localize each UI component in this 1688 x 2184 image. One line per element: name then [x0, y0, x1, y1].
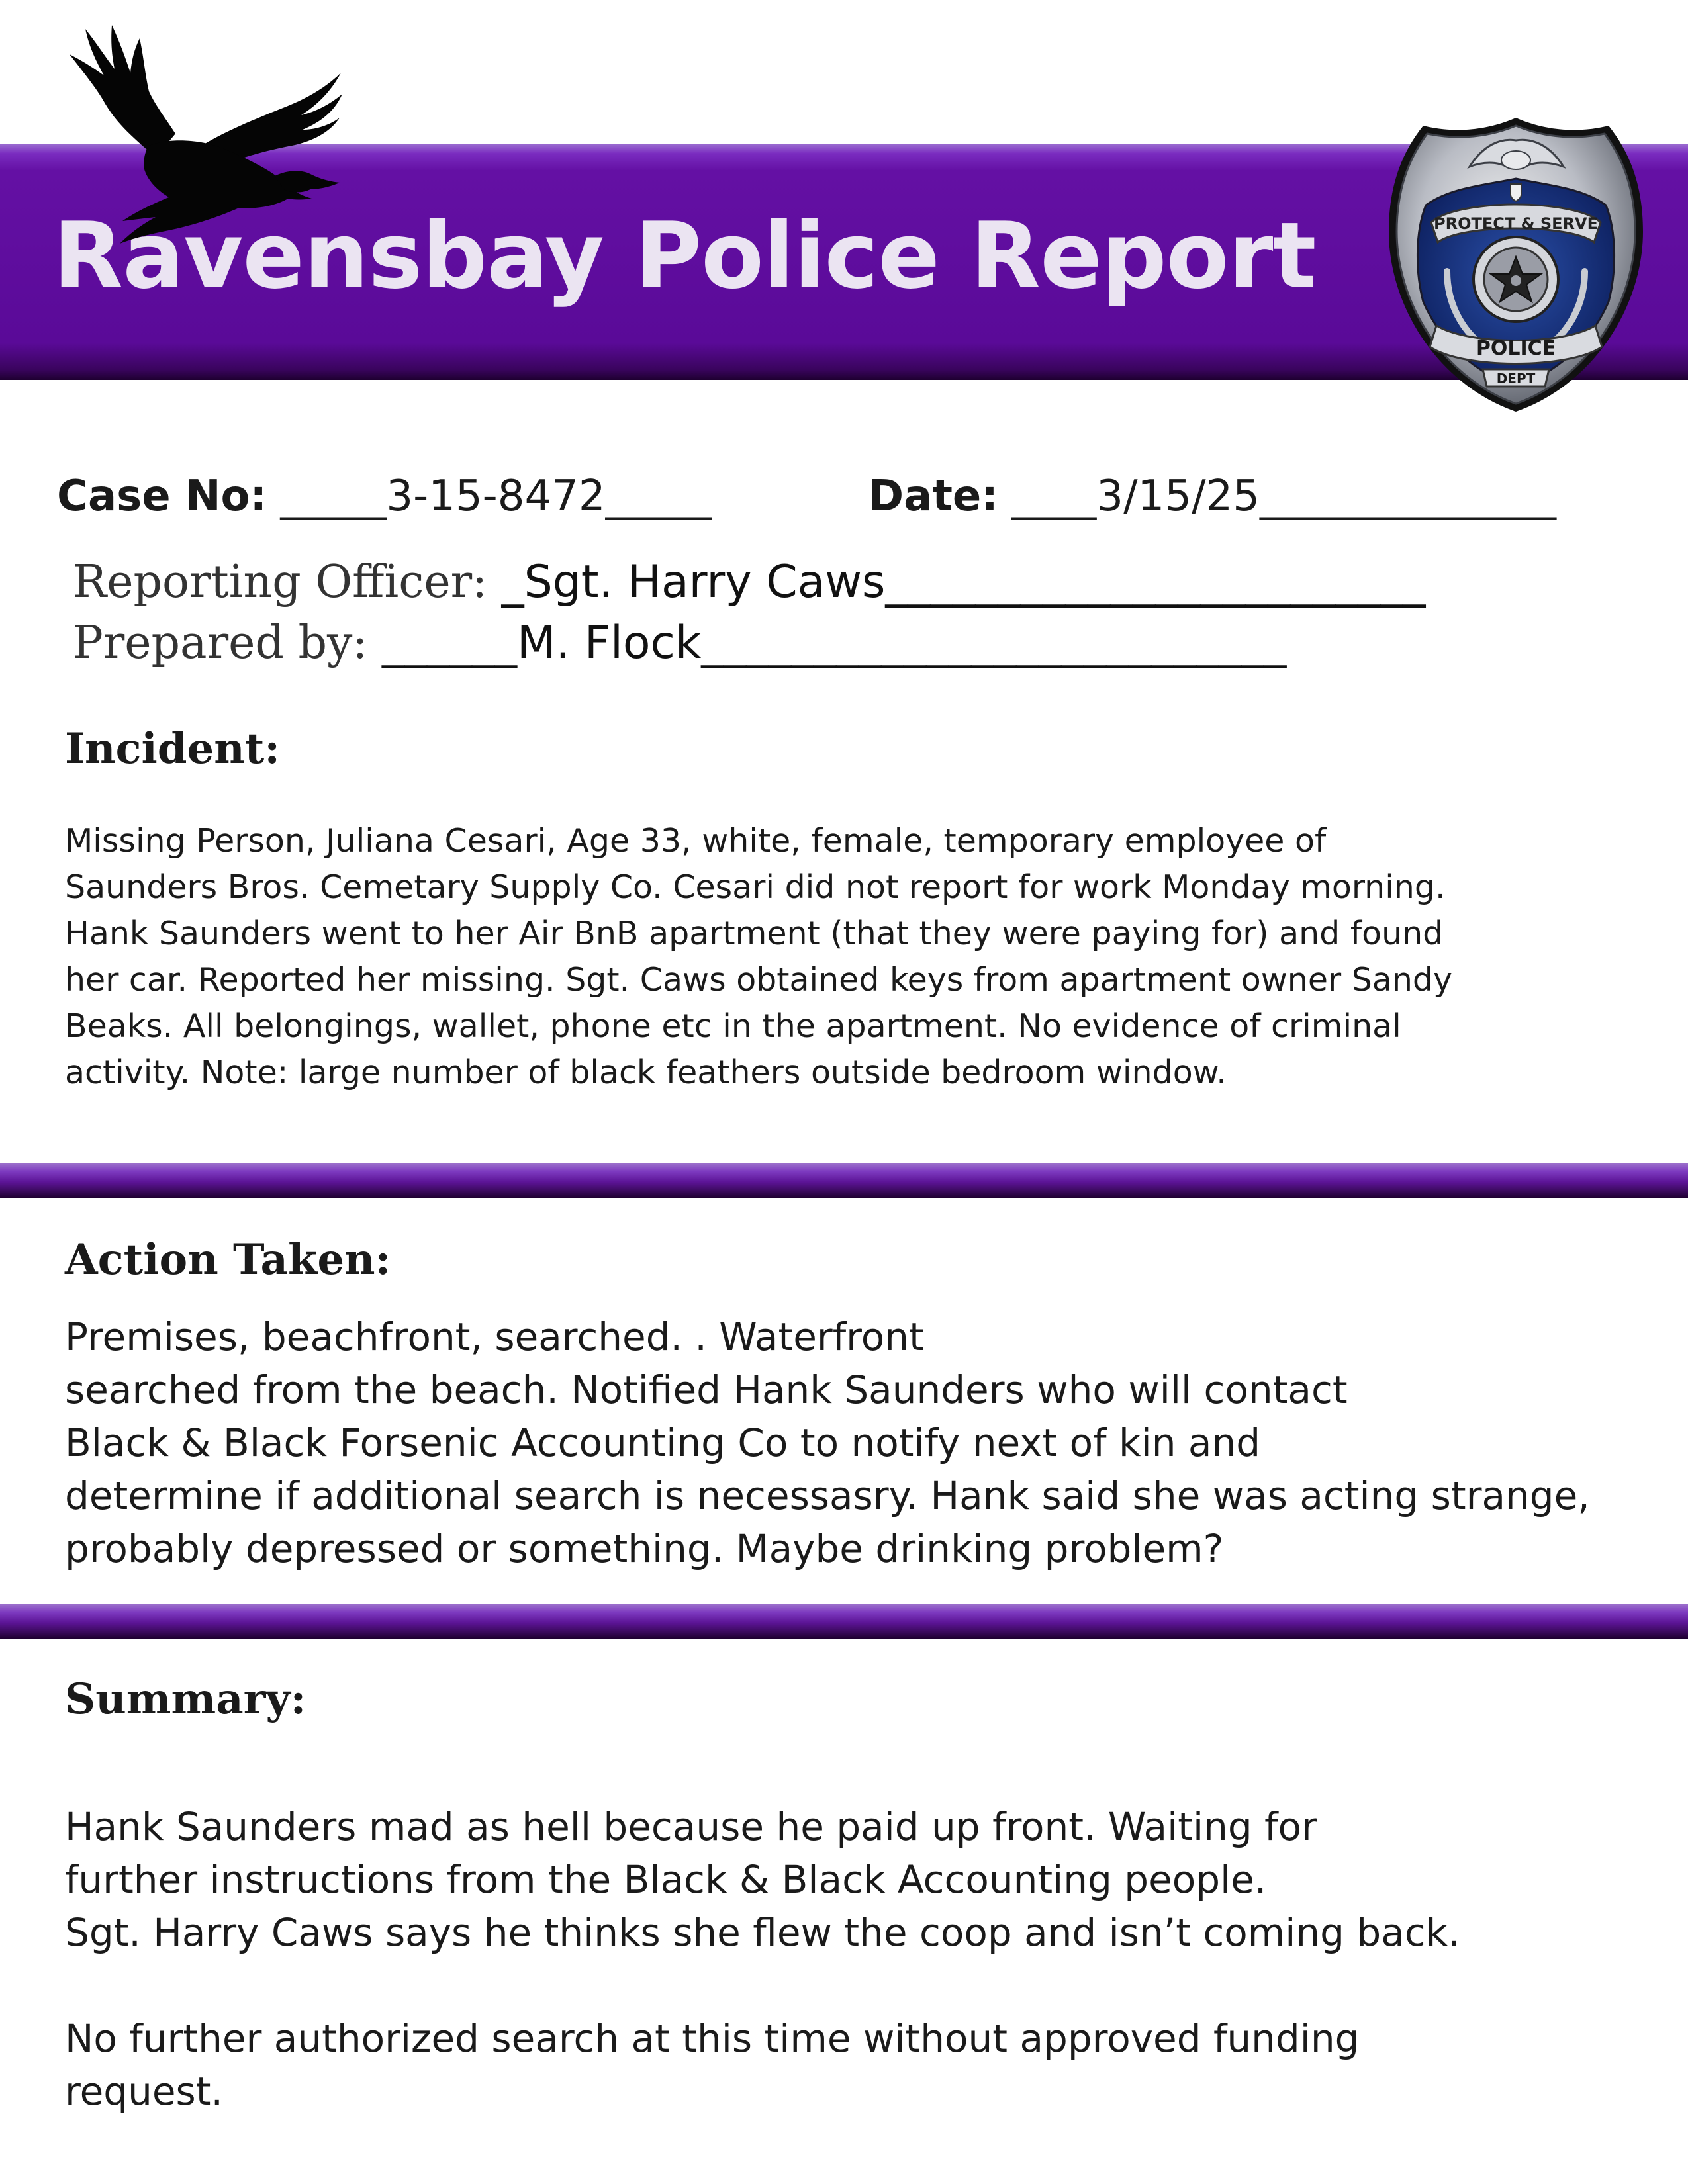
action-taken-text: Premises, beachfront, searched. . Waterfront searched from the beach. Notified Hank Saunders who will contact Black & Black Forsenic Accounting Co to notify next of kin and determine if additional search is necessasry. Hank said she was acting strange, probably depressed or something. Maybe drinking problem?: [65, 1314, 1590, 1571]
section-divider: [0, 1604, 1688, 1639]
summary-text: Hank Saunders mad as hell because he paid up front. Waiting for further instructions from the Black & Black Accounting people. Sgt. Harry Caws says he thinks she flew the coop and isn’t coming back. No further authorized search at this time without approved funding request.: [65, 1804, 1460, 2114]
reporting-officer-value: _Sgt. Harry Caws________________________: [487, 556, 1426, 608]
reporting-officer-field: [73, 556, 1426, 608]
reporting-officer-label: Reporting Officer:: [73, 556, 487, 608]
date-label: Date:: [868, 472, 998, 521]
date-field: [868, 472, 1556, 521]
prepared-by-label: Prepared by:: [73, 617, 368, 669]
raven-icon: [56, 20, 348, 245]
police-badge-icon: [1383, 106, 1648, 424]
action-taken-heading: Action Taken:: [65, 1235, 391, 1285]
incident-text: Missing Person, Juliana Cesari, Age 33, white, female, temporary employee of Saunders Bros. Cemetary Supply Co. Cesari did not report for work Monday morning. Hank Saunders went to her Air BnB apartment (that they were paying for) and found her car. Reported her missing. Sgt. Caws obtained keys from apartment owner Sandy Beaks. All belongings, wallet, phone etc in the apartment. No evidence of criminal activity. Note: large number of black feathers outside bedroom window.: [65, 822, 1452, 1091]
prepared-by-field: [73, 617, 1287, 669]
case-number-field: [57, 472, 712, 521]
section-divider: [0, 1163, 1688, 1198]
case-number-value: _____3-15-8472_____: [267, 472, 712, 521]
case-number-label: Case No:: [57, 472, 267, 521]
page-title: Ravensbay Police Report: [53, 203, 1316, 309]
incident-heading: Incident:: [65, 724, 280, 774]
prepared-by-value: ______M. Flock__________________________: [367, 617, 1287, 669]
summary-heading: Summary:: [65, 1674, 306, 1724]
badge-top-ribbon-text: PROTECT & SERVE: [1434, 214, 1598, 233]
date-value: ____3/15/25______________: [998, 472, 1556, 521]
badge-bottom-ribbon-text: DEPT: [1496, 371, 1536, 387]
badge-center-ribbon-text: POLICE: [1476, 337, 1556, 360]
